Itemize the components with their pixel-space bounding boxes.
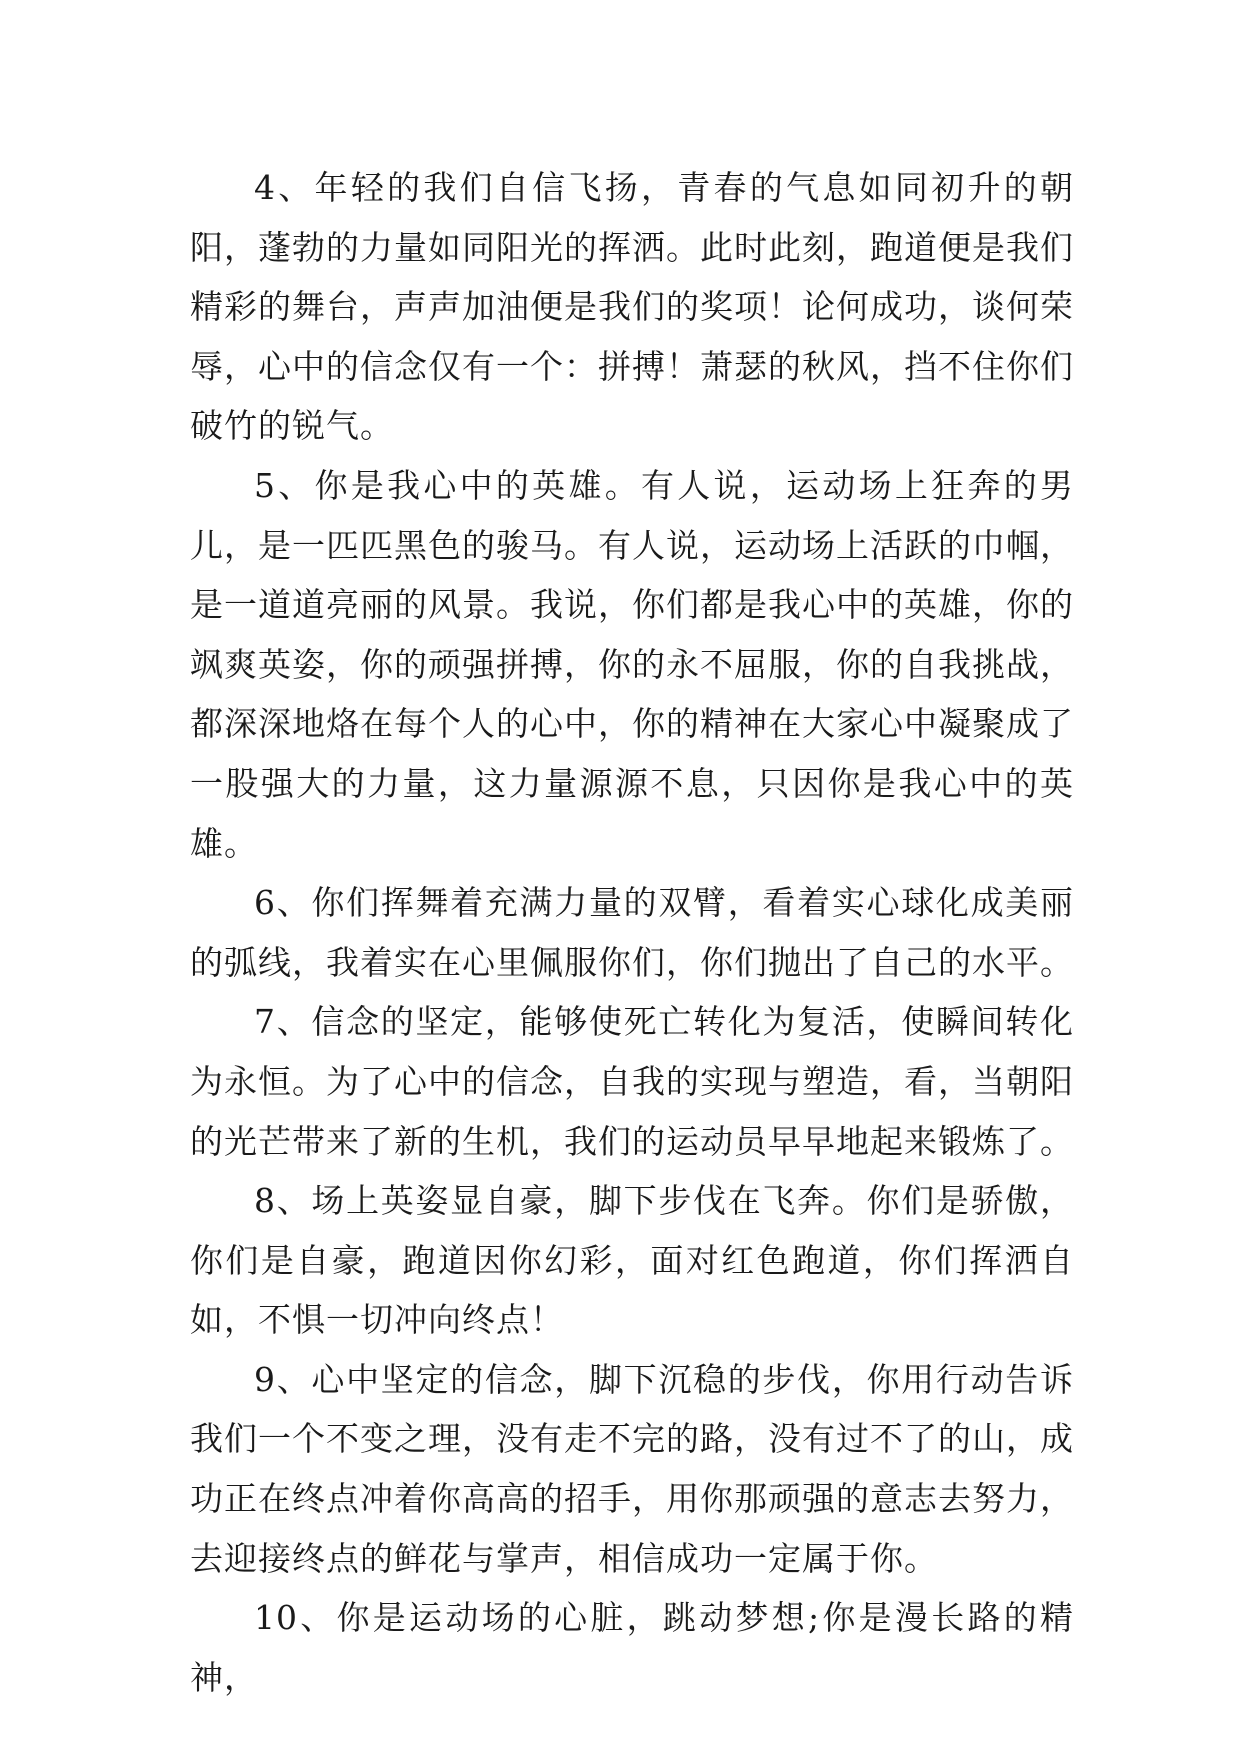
- paragraph-9: 9、心中坚定的信念，脚下沉稳的步伐，你用行动告诉我们一个不变之理，没有走不完的路，没有过不了的山，成功正在终点冲着你高高的招手，用你那顽强的意志去努力，去迎接终点的鲜花与掌声，相信成功一定属于你。: [190, 1359, 1074, 1578]
- paragraph-7: 7、信念的坚定，能够使死亡转化为复活，使瞬间转化为永恒。为了心中的信念，自我的实现与塑造，看，当朝阳的光芒带来了新的生机，我们的运动员早早地起来锻炼了。: [190, 1002, 1074, 1161]
- paragraph-8: 8、场上英姿显自豪，脚下步伐在飞奔。你们是骄傲，你们是自豪，跑道因你幻彩，面对红色跑道，你们挥洒自如，不惧一切冲向终点！: [190, 1181, 1074, 1340]
- document-body: [190, 158, 1074, 1707]
- paragraph-4: 4、年轻的我们自信飞扬，青春的气息如同初升的朝阳，蓬勃的力量如同阳光的挥洒。此时此刻，跑道便是我们精彩的舞台，声声加油便是我们的奖项！论何成功，谈何荣辱，心中的信念仅有一个：拼搏！萧瑟的秋风，挡不住你们破竹的锐气。: [190, 168, 1074, 446]
- paragraph-5: 5、你是我心中的英雄。有人说，运动场上狂奔的男儿，是一匹匹黑色的骏马。有人说，运动场上活跃的巾帼，是一道道亮丽的风景。我说，你们都是我心中的英雄，你的飒爽英姿，你的顽强拼搏，你的永不屈服，你的自我挑战，都深深地烙在每个人的心中，你的精神在大家心中凝聚成了一股强大的力量，这力量源源不息，只因你是我心中的英雄。: [190, 465, 1074, 863]
- paragraph-6: 6、你们挥舞着充满力量的双臂，看着实心球化成美丽的弧线，我着实在心里佩服你们，你们抛出了自己的水平。: [190, 883, 1074, 982]
- paragraph-10: 10、你是运动场的心脏，跳动梦想;你是漫长路的精神，: [190, 1598, 1074, 1697]
